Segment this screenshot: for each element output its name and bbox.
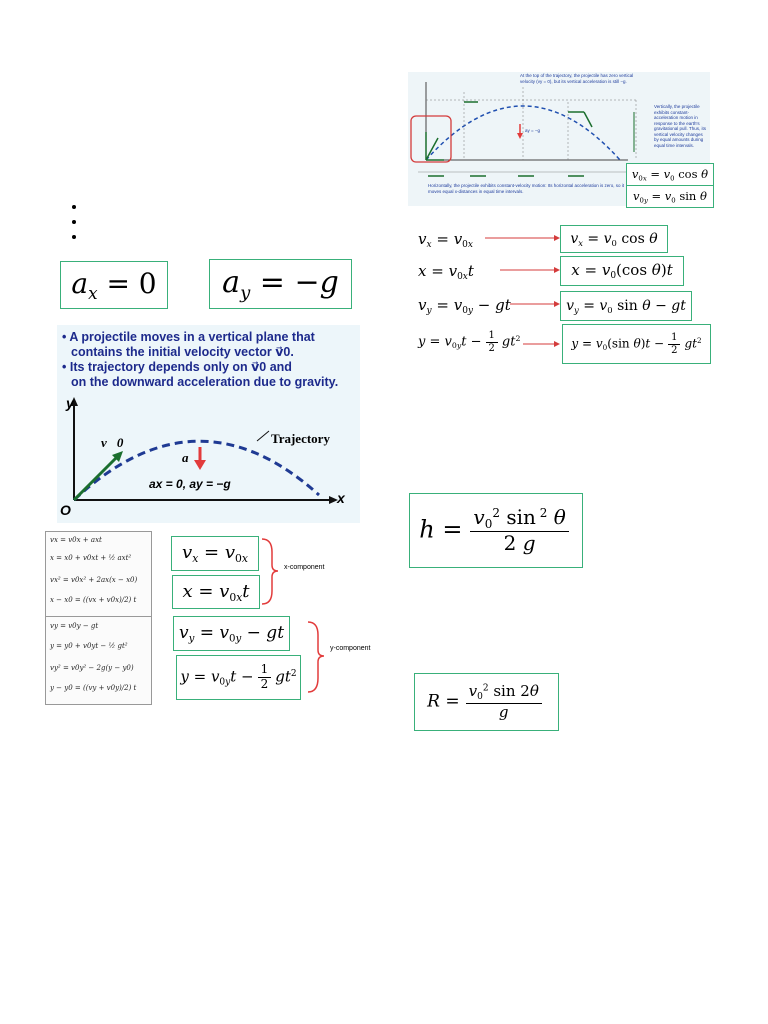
conv-lhs-2: $x = v_{0x}t$ [418, 262, 474, 283]
acceleration-label: ax = 0, ay = −g [149, 477, 231, 491]
projectile-text-line3: • Its trajectory depends only on v⃗0 and [62, 360, 292, 374]
diagram-top-note: At the top of the trajectory, the projectile has zero vertical velocity (vy = 0), but its vertical acceleration is still −g. [520, 73, 634, 84]
conv-lhs-1: $v_x = v_{0x}$ [418, 230, 473, 251]
ay-text: $a_y = -g$ [222, 264, 339, 304]
ay-equation-box [209, 259, 352, 309]
y-equation-box: $y = v_{0y}t$ − $\frac{1}{2}$ $gt^2$ [176, 655, 301, 700]
table-row-y-2: y = y0 + v0yt − ½ gt² [50, 642, 128, 650]
kinematics-table [45, 531, 152, 705]
v0y-box: $v_{0y} = v_0$ sin θ [626, 185, 714, 208]
vy-equation-box: $v_y = v_{0y}$ − gt [173, 616, 290, 651]
conversion-arrows [455, 228, 565, 358]
vx-equation-box: $v_x = v_{0x}$ [171, 536, 259, 571]
projectile-text-line1: • A projectile moves in a vertical plane that [62, 330, 315, 344]
conv-rhs-3-box: $v_y = v_0$ sin θ − gt [560, 291, 692, 321]
y-component-brace [306, 620, 326, 695]
projectile-text-line4: on the downward acceleration due to gravity. [71, 375, 339, 389]
projectile-svg [57, 325, 360, 523]
range-equation-box: R = $\frac{v_0^2 \sin 2\theta}{g}$ [414, 673, 559, 731]
bullet-3 [72, 235, 76, 239]
trajectory-label: Trajectory [271, 431, 330, 446]
y-component-label: y-component [330, 645, 371, 652]
diagram-bottom-note: Horizontally, the projectile exhibits constant-velocity motion: Its horizontal acceleration is zero, so it moves equal x-distances in equal time intervals. [428, 183, 625, 194]
table-row-y-1: vy = v0y − gt [50, 622, 99, 630]
origin-label: O [60, 502, 71, 518]
height-equation-box: h = $\frac{v_0^2 \sin ^2 \theta}{2 g}$ [409, 493, 583, 568]
x-component-brace [260, 537, 280, 607]
table-row-y-4: y − y0 = ((vy + v0y)/2) t [50, 684, 137, 692]
conv-rhs-4-box: $y = v_0(\sin$ θ)t − $\frac{1}{2}$ $gt^2$ [562, 324, 711, 364]
conv-rhs-1-box: $v_x = v_0$ cos θ [560, 225, 668, 253]
x-component-label: x-component [284, 564, 325, 571]
ax-equation-box [60, 261, 168, 309]
conv-rhs-2-box: $x = v_0(\cos$ θ)t [560, 256, 684, 286]
conv-lhs-4: $y = v_{0y}t$ − $\frac{1}{2}$ $gt^2$ [418, 330, 521, 354]
diagram-right-note: Vertically, the projectile exhibits constant-acceleration motion in response to the earth's gravitational pull. Thus, its vertical velocity changes by equal amounts during equal time intervals. [654, 104, 706, 148]
ax-text: $a_x = 0$ [71, 267, 157, 303]
v0x-box: $v_{0x} = v_0$ cos θ [626, 163, 714, 186]
v0-label: v⃗0 [101, 435, 124, 450]
projectile-figure [57, 325, 360, 523]
table-row-x-2: x = x0 + v0xt + ½ axt² [50, 554, 132, 562]
table-row-y-3: vy² = v0y² − 2g(y − y0) [50, 664, 134, 672]
bullet-1 [72, 205, 76, 209]
x-equation-box: $x = v_{0x}t$ [172, 575, 260, 609]
diagram-ay-label: ay = −g [525, 128, 541, 133]
a-vector-label: a⃗ [182, 450, 199, 465]
table-row-x-3: vx² = v0x² + 2ax(x − x0) [50, 576, 138, 584]
bullet-2 [72, 220, 76, 224]
projectile-text-line2: contains the initial velocity vector v⃗0. [71, 345, 294, 359]
y-axis-label: y [66, 395, 74, 411]
x-axis-label: x [337, 490, 345, 506]
table-row-x-4: x − x0 = ((vx + v0x)/2) t [50, 596, 137, 604]
conv-lhs-3: $v_y = v_{0y}$ − gt [418, 296, 511, 317]
table-row-x-1: vx = v0x + axt [50, 536, 102, 544]
